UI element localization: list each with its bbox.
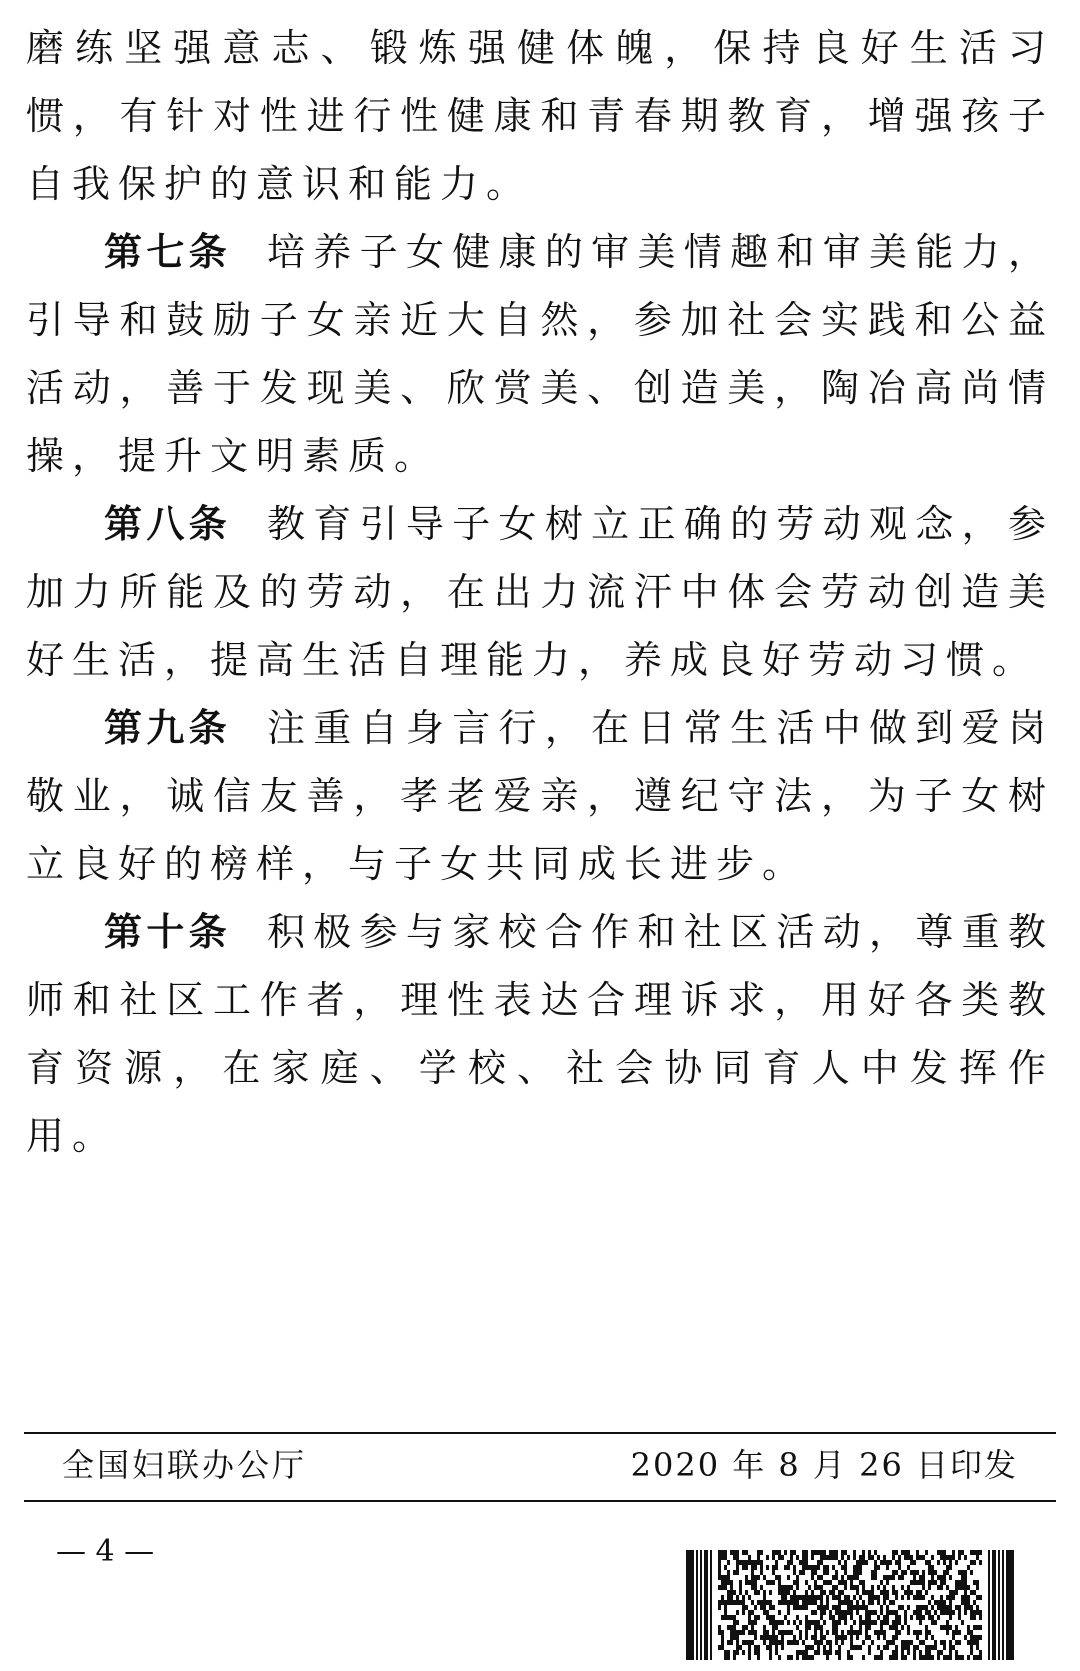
issuer-name: 全国妇联办公厅	[62, 1446, 308, 1484]
footer-bottom-rule	[24, 1500, 1056, 1502]
paragraph-continued: 磨练坚强意志、锻炼强健体魄，保持良好生活习惯，有针对性进行性健康和青春期教育，增强孩子自我保护的意识和能力。	[26, 26, 1054, 206]
article-text: 注重自身言行，在日常生活中做到爱岗敬业，诚信友善，孝老爱亲，遵纪守法，为子女树立良好的榜样，与子女共同成长进步。	[26, 706, 1054, 886]
article-10	[26, 898, 1054, 1170]
article-8	[26, 490, 1054, 694]
footer-top-rule	[24, 1432, 1056, 1434]
article-text: 培养子女健康的审美情趣和审美能力，引导和鼓励子女亲近大自然，参加社会实践和公益活动，善于发现美、欣赏美、创造美，陶冶高尚情操，提升文明素质。	[26, 230, 1054, 478]
article-text: 积极参与家校合作和社区活动，尊重教师和社区工作者，理性表达合理诉求，用好各类教育资源，在家庭、学校、社会协同育人中发挥作用。	[26, 910, 1054, 1158]
article-9	[26, 694, 1054, 898]
page-number: — 4 —	[56, 1534, 155, 1569]
barcode-image	[686, 1550, 1014, 1660]
issue-date: 2020 年 8 月 26 日印发	[630, 1446, 1018, 1484]
article-7	[26, 218, 1054, 490]
barcode-graphic	[686, 1550, 1014, 1660]
article-text: 教育引导子女树立正确的劳动观念，参加力所能及的劳动，在出力流汗中体会劳动创造美好生活，提高生活自理能力，养成良好劳动习惯。	[26, 502, 1054, 682]
article-number: 第八条	[104, 502, 231, 546]
article-number: 第七条	[104, 230, 231, 274]
document-body	[26, 14, 1054, 1170]
article-number: 第九条	[104, 706, 231, 750]
article-number: 第十条	[104, 910, 231, 954]
